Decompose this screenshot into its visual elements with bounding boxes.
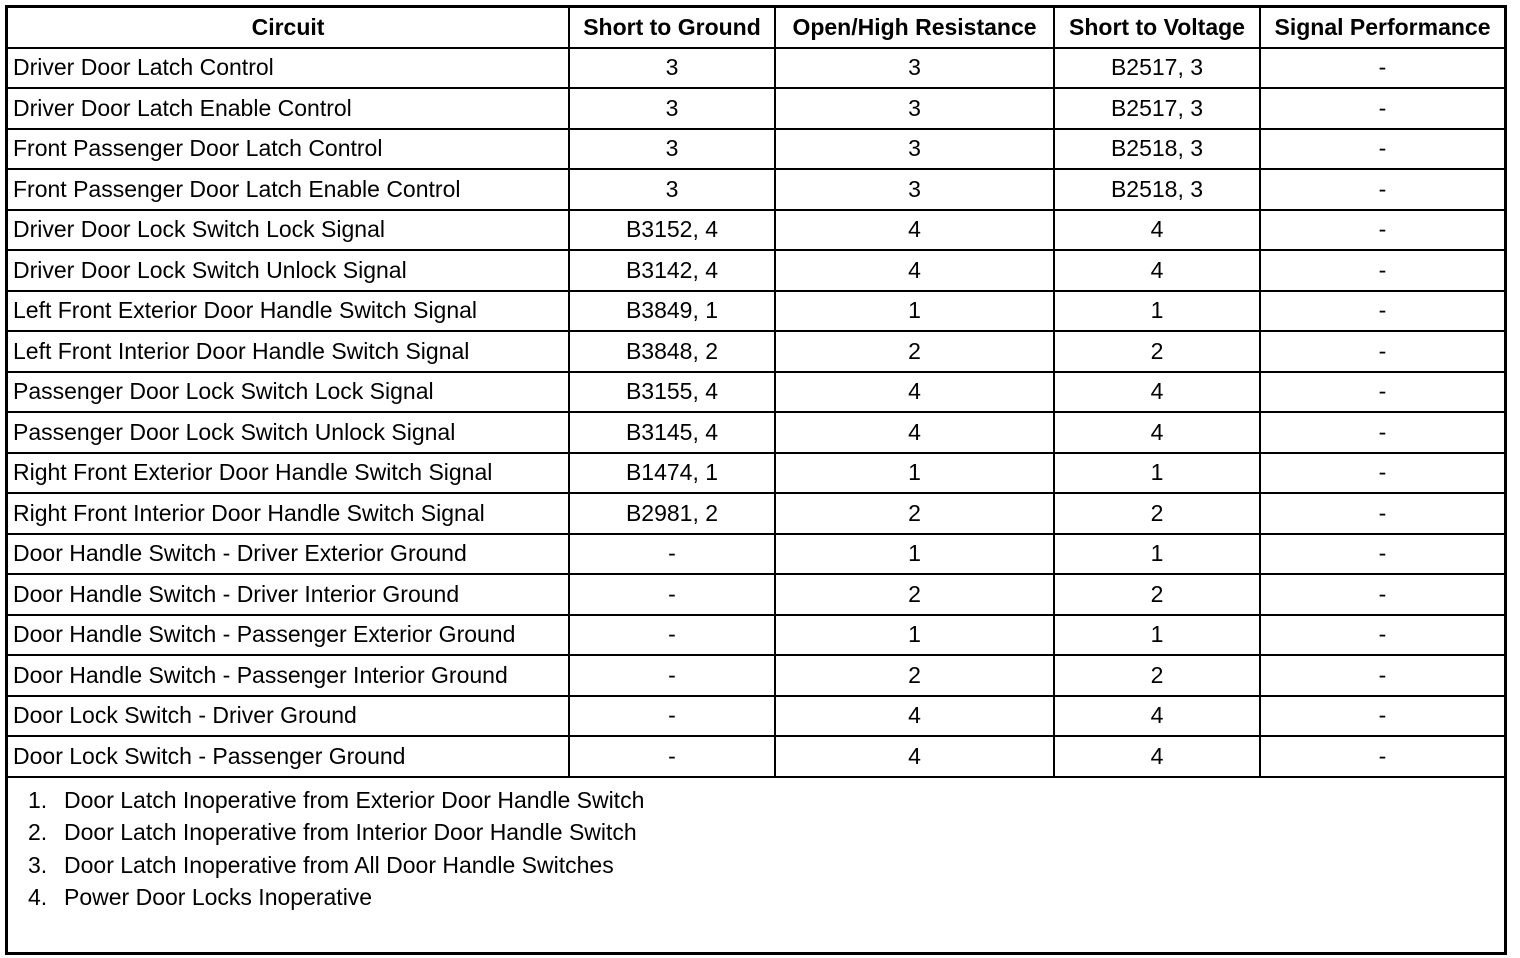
circuit-cell: Left Front Exterior Door Handle Switch Signal [8, 291, 569, 332]
signal-performance-cell: - [1260, 169, 1504, 210]
short-to-ground-cell: 3 [569, 129, 775, 170]
table-row [8, 372, 1504, 413]
short-to-ground-cell: B1474, 1 [569, 453, 775, 494]
short-to-ground-cell: B2981, 2 [569, 493, 775, 534]
short-to-voltage-cell: B2517, 3 [1054, 48, 1260, 89]
table-row [8, 655, 1504, 696]
table-row [8, 169, 1504, 210]
signal-performance-cell: - [1260, 615, 1504, 656]
open-high-resistance-cell: 3 [775, 48, 1054, 89]
circuit-cell: Door Handle Switch - Driver Interior Ground [8, 574, 569, 615]
table-row [8, 453, 1504, 494]
circuit-cell: Right Front Exterior Door Handle Switch Signal [8, 453, 569, 494]
table-frame [5, 5, 1507, 955]
short-to-voltage-cell: 4 [1054, 696, 1260, 737]
open-high-resistance-cell: 4 [775, 372, 1054, 413]
table-body [8, 48, 1504, 777]
short-to-ground-cell: B3155, 4 [569, 372, 775, 413]
table-row [8, 331, 1504, 372]
table-row [8, 534, 1504, 575]
table-row [8, 615, 1504, 656]
table-row [8, 210, 1504, 251]
open-high-resistance-cell: 4 [775, 736, 1054, 777]
short-to-voltage-cell: 1 [1054, 534, 1260, 575]
circuit-cell: Left Front Interior Door Handle Switch Signal [8, 331, 569, 372]
signal-performance-cell: - [1260, 655, 1504, 696]
short-to-voltage-cell: 2 [1054, 655, 1260, 696]
short-to-ground-cell: B3152, 4 [569, 210, 775, 251]
footnote-number: 3. [28, 851, 48, 878]
signal-performance-cell: - [1260, 372, 1504, 413]
circuit-cell: Door Lock Switch - Driver Ground [8, 696, 569, 737]
signal-performance-cell: - [1260, 331, 1504, 372]
signal-performance-cell: - [1260, 453, 1504, 494]
footnote-number: 1. [28, 786, 48, 813]
open-high-resistance-cell: 1 [775, 615, 1054, 656]
short-to-ground-cell: - [569, 696, 775, 737]
column-header-circuit: Circuit [8, 8, 569, 48]
open-high-resistance-cell: 2 [775, 331, 1054, 372]
circuit-cell: Front Passenger Door Latch Enable Control [8, 169, 569, 210]
circuit-cell: Front Passenger Door Latch Control [8, 129, 569, 170]
short-to-voltage-cell: 4 [1054, 412, 1260, 453]
table-row [8, 412, 1504, 453]
circuit-cell: Driver Door Lock Switch Unlock Signal [8, 250, 569, 291]
short-to-voltage-cell: 2 [1054, 493, 1260, 534]
short-to-ground-cell: B3142, 4 [569, 250, 775, 291]
signal-performance-cell: - [1260, 493, 1504, 534]
table-row [8, 574, 1504, 615]
footnote-item [28, 849, 1504, 882]
signal-performance-cell: - [1260, 412, 1504, 453]
short-to-voltage-cell: 4 [1054, 250, 1260, 291]
circuit-cell: Passenger Door Lock Switch Unlock Signal [8, 412, 569, 453]
short-to-ground-cell: B3848, 2 [569, 331, 775, 372]
short-to-voltage-cell: B2517, 3 [1054, 88, 1260, 129]
open-high-resistance-cell: 2 [775, 574, 1054, 615]
table-row [8, 250, 1504, 291]
short-to-voltage-cell: B2518, 3 [1054, 129, 1260, 170]
short-to-ground-cell: - [569, 655, 775, 696]
signal-performance-cell: - [1260, 129, 1504, 170]
footnote-text: Door Latch Inoperative from All Door Handle Switches [64, 851, 614, 878]
open-high-resistance-cell: 3 [775, 88, 1054, 129]
open-high-resistance-cell: 3 [775, 129, 1054, 170]
short-to-ground-cell: - [569, 615, 775, 656]
short-to-voltage-cell: B2518, 3 [1054, 169, 1260, 210]
circuit-cell: Driver Door Latch Enable Control [8, 88, 569, 129]
short-to-ground-cell: - [569, 736, 775, 777]
circuit-cell: Door Handle Switch - Driver Exterior Ground [8, 534, 569, 575]
open-high-resistance-cell: 4 [775, 696, 1054, 737]
short-to-voltage-cell: 4 [1054, 372, 1260, 413]
circuit-table [8, 8, 1504, 778]
table-row [8, 736, 1504, 777]
short-to-ground-cell: - [569, 534, 775, 575]
header-row [8, 8, 1504, 48]
signal-performance-cell: - [1260, 250, 1504, 291]
circuit-cell: Driver Door Lock Switch Lock Signal [8, 210, 569, 251]
column-header-open-high-resistance: Open/High Resistance [775, 8, 1054, 48]
short-to-ground-cell: 3 [569, 169, 775, 210]
footnote-item [28, 816, 1504, 849]
column-header-short-to-ground: Short to Ground [569, 8, 775, 48]
open-high-resistance-cell: 1 [775, 291, 1054, 332]
short-to-voltage-cell: 1 [1054, 615, 1260, 656]
footnotes [8, 778, 1504, 914]
table-row [8, 493, 1504, 534]
short-to-voltage-cell: 4 [1054, 736, 1260, 777]
signal-performance-cell: - [1260, 210, 1504, 251]
signal-performance-cell: - [1260, 574, 1504, 615]
short-to-ground-cell: 3 [569, 48, 775, 89]
signal-performance-cell: - [1260, 291, 1504, 332]
column-header-short-to-voltage: Short to Voltage [1054, 8, 1260, 48]
short-to-voltage-cell: 4 [1054, 210, 1260, 251]
table-row [8, 88, 1504, 129]
signal-performance-cell: - [1260, 736, 1504, 777]
open-high-resistance-cell: 4 [775, 250, 1054, 291]
footnote-number: 4. [28, 884, 48, 911]
table-row [8, 291, 1504, 332]
short-to-ground-cell: - [569, 574, 775, 615]
signal-performance-cell: - [1260, 696, 1504, 737]
open-high-resistance-cell: 1 [775, 453, 1054, 494]
open-high-resistance-cell: 3 [775, 169, 1054, 210]
column-header-signal-performance: Signal Performance [1260, 8, 1504, 48]
short-to-voltage-cell: 1 [1054, 453, 1260, 494]
open-high-resistance-cell: 2 [775, 493, 1054, 534]
open-high-resistance-cell: 4 [775, 412, 1054, 453]
open-high-resistance-cell: 2 [775, 655, 1054, 696]
short-to-voltage-cell: 1 [1054, 291, 1260, 332]
circuit-cell: Door Lock Switch - Passenger Ground [8, 736, 569, 777]
short-to-ground-cell: 3 [569, 88, 775, 129]
footnote-number: 2. [28, 819, 48, 846]
table-row [8, 696, 1504, 737]
short-to-ground-cell: B3849, 1 [569, 291, 775, 332]
signal-performance-cell: - [1260, 88, 1504, 129]
open-high-resistance-cell: 1 [775, 534, 1054, 575]
table-row [8, 48, 1504, 89]
circuit-cell: Door Handle Switch - Passenger Exterior Ground [8, 615, 569, 656]
short-to-voltage-cell: 2 [1054, 574, 1260, 615]
table-row [8, 129, 1504, 170]
circuit-cell: Right Front Interior Door Handle Switch Signal [8, 493, 569, 534]
footnote-text: Power Door Locks Inoperative [64, 884, 373, 911]
open-high-resistance-cell: 4 [775, 210, 1054, 251]
circuit-cell: Driver Door Latch Control [8, 48, 569, 89]
signal-performance-cell: - [1260, 48, 1504, 89]
footnote-text: Door Latch Inoperative from Exterior Door Handle Switch [64, 786, 645, 813]
footnote-item [28, 784, 1504, 817]
footnote-text: Door Latch Inoperative from Interior Door Handle Switch [64, 819, 637, 846]
short-to-voltage-cell: 2 [1054, 331, 1260, 372]
signal-performance-cell: - [1260, 534, 1504, 575]
circuit-cell: Passenger Door Lock Switch Lock Signal [8, 372, 569, 413]
footnote-item [28, 881, 1504, 914]
short-to-ground-cell: B3145, 4 [569, 412, 775, 453]
circuit-cell: Door Handle Switch - Passenger Interior Ground [8, 655, 569, 696]
